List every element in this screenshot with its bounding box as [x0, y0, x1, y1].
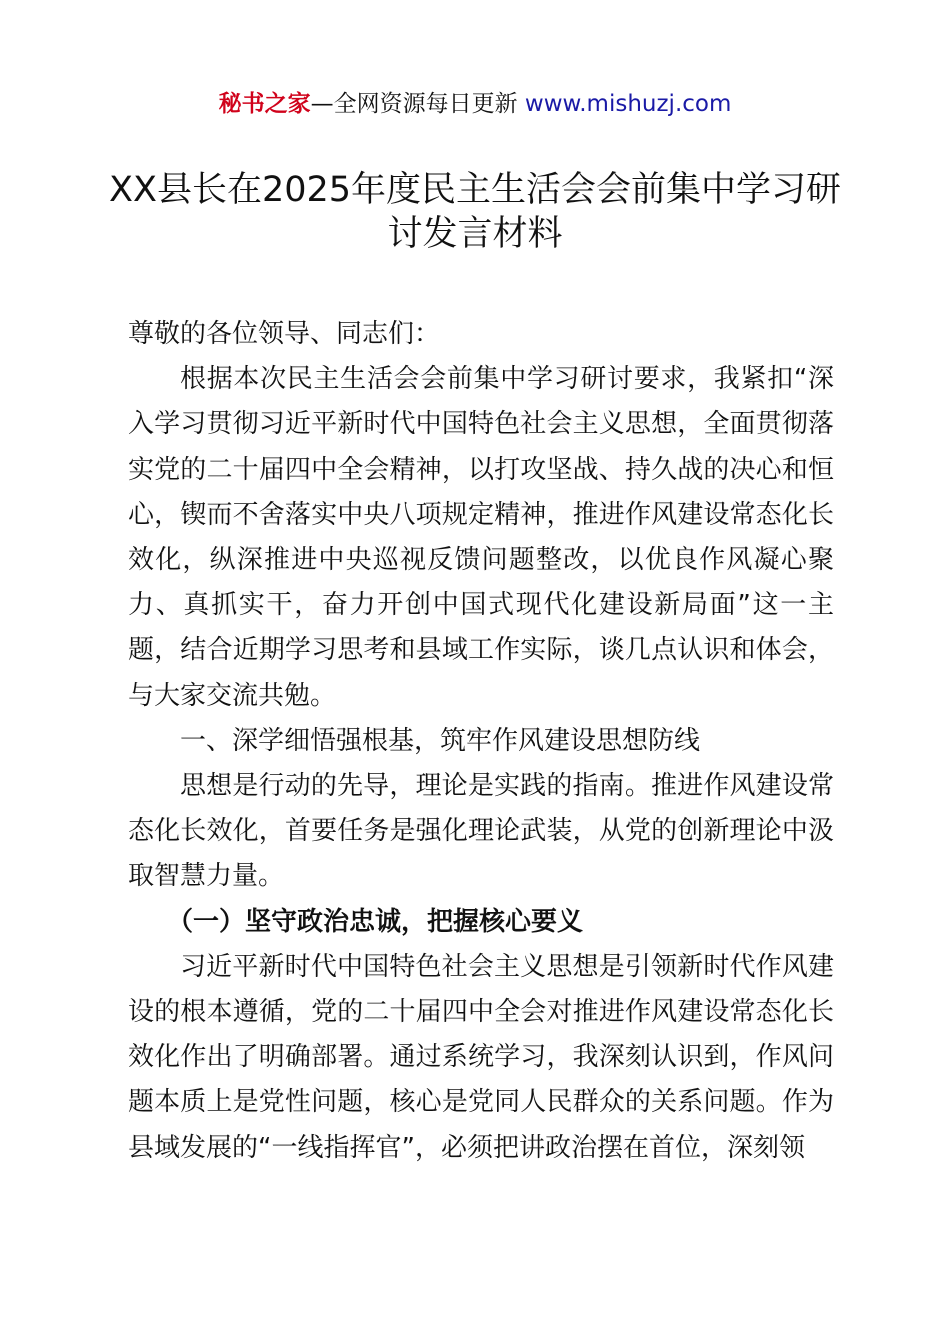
document-title: XX县长在2025年度民主生活会会前集中学习研讨发言材料 — [108, 170, 842, 254]
intro-paragraph: 根据本次民主生活会会前集中学习研讨要求，我紧扣“深入学习贯彻习近平新时代中国特色社会主义思想，全面贯彻落实党的二十届四中全会精神，以打攻坚战、持久战的决心和恒心，锲而不舍落实中央八项规定精神，推进作风建设常态化长效化，纵深推进中央巡视反馈问题整改，以优良作风凝心聚力、真抓实干，奋力开创中国式现代化建设新局面”这一主题，结合近期学习思考和县域工作实际，谈几点认识和体会，与大家交流共勉。 — [128, 364, 834, 711]
site-url-link[interactable]: www.mishuzj.com — [524, 91, 732, 117]
site-name: 秘书之家 — [218, 91, 311, 117]
document-body — [128, 312, 834, 1171]
subsection-heading: （一）坚守政治忠诚，把握核心要义 — [167, 906, 584, 937]
site-slogan: —全网资源每日更新 — [310, 91, 518, 117]
salutation: 尊敬的各位领导、同志们： — [128, 319, 441, 349]
site-header — [0, 86, 950, 122]
subsection-paragraph: 习近平新时代中国特色社会主义思想是引领新时代作风建设的根本遵循，党的二十届四中全会对推进作风建设常态化长效化作出了明确部署。通过系统学习，我深刻认识到，作风问题本质上是党性问题，核心是党同人民群众的关系问题。作为县域发展的“一线指挥官”，必须把讲政治摆在首位，深刻领 — [128, 951, 834, 1163]
section-paragraph: 思想是行动的先导，理论是实践的指南。推进作风建设常态化长效化，首要任务是强化理论武装，从党的创新理论中汲取智慧力量。 — [128, 771, 834, 892]
section-heading: 一、深学细悟强根基，筑牢作风建设思想防线 — [180, 725, 701, 756]
